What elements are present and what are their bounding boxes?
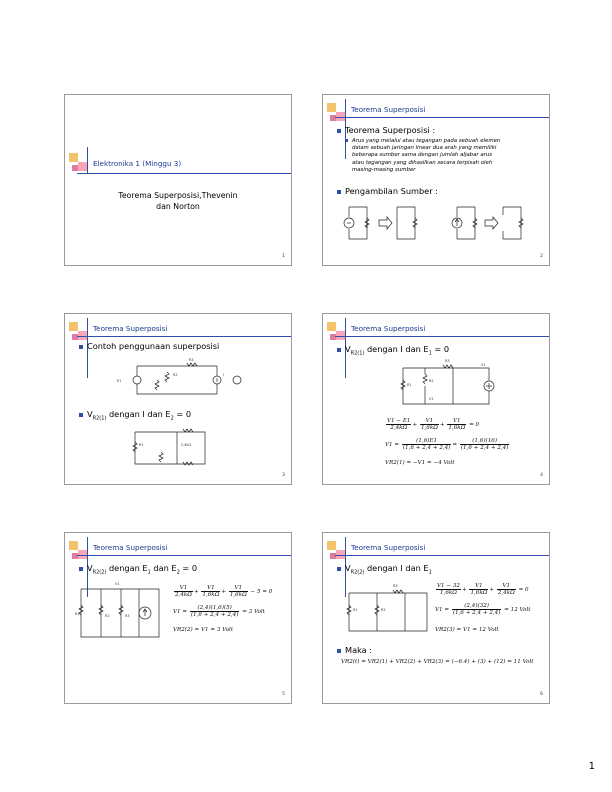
circuit-diagram: [343, 585, 433, 637]
svg-text:R1: R1: [407, 383, 412, 387]
slide-number: 4: [540, 473, 543, 478]
slide-header: Teorema Superposisi: [93, 543, 168, 552]
slide-number: 3: [282, 473, 285, 478]
page-number: 1: [588, 761, 595, 772]
source-removal-diagram: [339, 203, 539, 243]
svg-text:R2: R2: [429, 379, 434, 383]
slide-header: Teorema Superposisi: [351, 543, 426, 552]
bullet-square-icon: [337, 129, 341, 133]
svg-text:V1: V1: [481, 363, 486, 367]
slide-2: [322, 94, 550, 266]
slide-title-line-2: dan Norton: [156, 202, 200, 211]
slide-number: 2: [540, 254, 543, 259]
decoration-squares: [69, 541, 87, 559]
slide-title: [65, 190, 291, 212]
header-rule: [77, 173, 291, 174]
section-title: Elektronika 1 (Minggu 3): [93, 159, 182, 168]
header-rule: [77, 336, 291, 337]
svg-text:R1: R1: [75, 612, 80, 616]
slide-header: Teorema Superposisi: [93, 324, 168, 333]
svg-text:R2: R2: [173, 373, 178, 377]
svg-text:V1: V1: [115, 582, 120, 586]
decoration-squares: [69, 322, 87, 340]
slide-4: [322, 313, 550, 485]
svg-text:R3: R3: [393, 584, 398, 588]
equation-1: $\frac{V1 - 32}{1,6k\Omega}$ + $\frac{V1}{1,6k\Omega}$ + $\frac{V1}{2,4k\Omega}$ = 0: [437, 583, 529, 596]
equation-1: $\frac{V1}{2,4k\Omega}$ + $\frac{V1}{1,6k\Omega}$ + $\frac{V1}{1,6k\Omega}$ − 5 = 0: [175, 585, 273, 598]
bullet-item: Pengambilan Sumber :: [337, 186, 438, 196]
bullet-square-icon: [79, 413, 83, 417]
svg-text:R2: R2: [105, 614, 110, 618]
svg-text:2.4kΩ: 2.4kΩ: [181, 443, 191, 447]
circuit-diagram-full: [117, 358, 247, 400]
header-vrule: [87, 147, 88, 173]
header-rule: [335, 117, 549, 118]
circuit-diagram: [397, 360, 497, 412]
bullet-item: Maka :: [337, 645, 372, 655]
svg-text:I: I: [223, 373, 224, 377]
slide-6: [322, 532, 550, 704]
svg-text:R3: R3: [125, 614, 130, 618]
header-rule: [77, 555, 291, 556]
svg-text:E1: E1: [117, 379, 122, 383]
slide-header: Teorema Superposisi: [351, 105, 426, 114]
bullet-item: $V_{R2(1)}$ dengan I dan $E_2 = 0$: [79, 409, 191, 422]
decoration-squares: [327, 541, 345, 559]
slide-title-line-1: Teorema Superposisi,Thevenin: [118, 191, 238, 200]
bullet-item: $V_{R2(2)}$ dengan $E_1$ dan $E_2 = 0$: [79, 563, 197, 576]
decoration-squares: [69, 153, 87, 171]
bullet-square-icon: [345, 139, 348, 142]
svg-text:V1: V1: [429, 397, 434, 401]
slide-3: [64, 313, 292, 485]
bullet-square-icon: [337, 190, 341, 194]
header-rule: [335, 555, 549, 556]
slide-number: 5: [282, 692, 285, 697]
svg-text:R2: R2: [381, 608, 386, 612]
slide-1: [64, 94, 292, 266]
bullet-square-icon: [337, 348, 341, 352]
equation-2: V1 = $\frac{(1,6)E1}{(1,6 + 2,4 + 2,4)}$ = $\frac{(1,6)(16)}{(1,6 + 2,4 + 2,4)}$: [385, 438, 509, 451]
slide-number: 1: [282, 254, 285, 259]
equation-3: VR2(3) = V1 = 12 Volt: [435, 627, 499, 633]
decoration-squares: [327, 103, 345, 121]
slide-number: 6: [540, 692, 543, 697]
bullet-item: Contoh penggunaan superposisi: [79, 341, 219, 351]
sub-bullet: Arus yang melalui atau tegangan pada sebuah elemen dalam sebuah jaringan linear dua arah yang memiliki beberapa sumber sama dengan jumlah aljabar arus atau tegangan yang dihasilkan secara terpisah oleh masing-masing sumber: [345, 138, 500, 174]
slide-header: Teorema Superposisi: [351, 324, 426, 333]
slide-5: [64, 532, 292, 704]
bullet-square-icon: [337, 649, 341, 653]
circuit-diagram: [75, 581, 165, 643]
bullet-square-icon: [79, 345, 83, 349]
svg-text:R1: R1: [353, 608, 358, 612]
equation-3: VR2(1) = −V1 = −4 Volt: [385, 460, 455, 466]
equation-2: V1 = $\frac{(2,4)(1,6)(5)}{(1,6 + 2,4 + 2,4)}$ = 3 Volt: [173, 605, 265, 618]
header-rule: [335, 336, 549, 337]
bullet-square-icon: [79, 567, 83, 571]
bullet-item: $V_{R2(2)}$ dengan I dan $E_1$: [337, 563, 432, 576]
equation-1: $\frac{V1 - E1}{2,4k\Omega}$ + $\frac{V1}{1,6k\Omega}$ + $\frac{V1}{1,6k\Omega}$ = 0: [387, 418, 480, 431]
circuit-diagram-case-1: [125, 426, 215, 470]
svg-text:R3: R3: [445, 359, 450, 363]
svg-text:R1: R1: [139, 443, 144, 447]
equation-3: VR2(2) = V1 = 3 Volt: [173, 627, 234, 633]
equation-4: VR2(t) = VR2(1) + VR2(2) + VR2(3) = (−6.4) + (3) + (12) = 11 Volt: [341, 659, 534, 665]
decoration-squares: [327, 322, 345, 340]
equation-2: V1 = $\frac{(2,4)(32)}{(1,6 + 2,4 + 2,4)}$ = 12 Volt: [435, 603, 531, 616]
bullet-square-icon: [337, 567, 341, 571]
bullet-item: $V_{R2(1)}$ dengan I dan $E_1 = 0$: [337, 344, 449, 357]
bullet-item: Teorema Superposisi :: [337, 125, 435, 135]
svg-text:R3: R3: [189, 358, 194, 362]
